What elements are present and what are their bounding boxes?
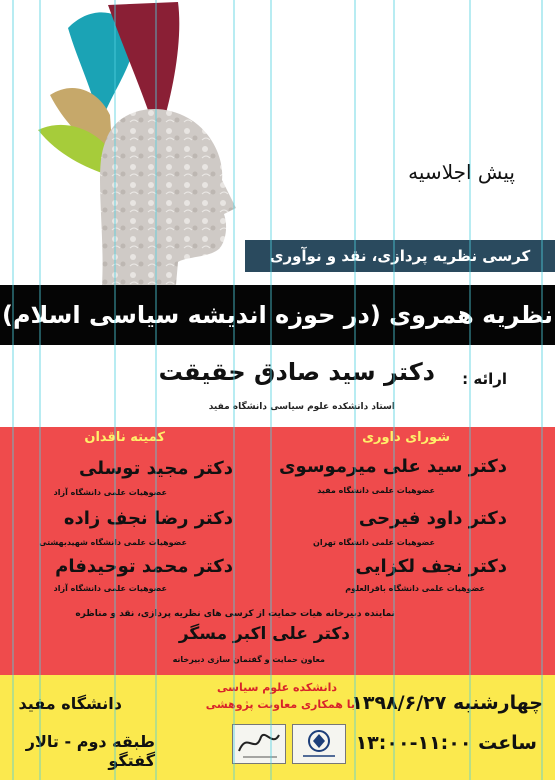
pre-conference-label: پیش اجلاسیه xyxy=(408,160,515,184)
presenter-label: ارائه : xyxy=(462,370,507,388)
judge-name: دکتر سید علی میرموسوی xyxy=(279,456,507,477)
presenter-affiliation: استاد دانشکده علوم سیاسی دانشگاه مفید xyxy=(208,402,395,412)
representative-name: دکتر علی اکبر مسگر xyxy=(178,624,350,644)
cooperation: با همکاری معاونت پژوهشی xyxy=(205,698,355,711)
university-emblem-logo xyxy=(292,724,346,764)
event-date: چهارشنبه ۱۳۹۸/۶/۲۷ xyxy=(351,692,543,714)
critic-name: دکتر محمد توحیدفام xyxy=(55,556,233,577)
head-artwork xyxy=(38,0,238,285)
representative-intro: نماینده دبیرخانه هیات حمایت از کرسی های نظریه پردازی، نقد و مناظره xyxy=(75,609,395,619)
series-band: کرسی نظریه پردازی، نقد و نوآوری xyxy=(245,240,555,272)
university-name: دانشگاه مفید xyxy=(18,694,122,713)
critic-affiliation: عضوهیات علمی دانشگاه آزاد xyxy=(53,488,167,497)
judge-affiliation: عضوهیات علمی دانشگاه تهران xyxy=(313,538,435,547)
judge-affiliation: عضوهیات علمی دانشگاه باقرالعلوم xyxy=(345,584,485,593)
judges-heading: شورای داوری xyxy=(362,430,450,445)
presenter-name: دکتر سید صادق حقیقت xyxy=(158,358,435,386)
head-silhouette xyxy=(100,109,236,285)
event-time: ساعت ۱۱:۰۰-۱۳:۰۰ xyxy=(355,732,537,754)
title-band: نظریه همروی (در حوزه اندیشه سیاسی اسلام) xyxy=(0,285,555,345)
judge-name: دکتر نجف لکزایی xyxy=(355,556,507,577)
judge-name: دکتر داود فیرحی xyxy=(358,508,507,529)
organizer: دانشکده علوم سیاسی xyxy=(217,681,337,694)
critic-affiliation: عضوهیات علمی دانشگاه آزاد xyxy=(53,584,167,593)
critics-heading: کمیته ناقدان xyxy=(84,430,165,445)
representative-role: معاون حمایت و گفتمان سازی دبیرخانه xyxy=(172,655,325,664)
judge-affiliation: عضوهیات علمی دانشگاه مفید xyxy=(317,486,435,495)
calligraphy-logo xyxy=(232,724,286,764)
critic-name: دکتر رضا نجف زاده xyxy=(63,508,233,529)
critic-affiliation: عضوهیات علمی دانشگاه شهیدبهشتی xyxy=(39,538,187,547)
critic-name: دکتر مجید توسلی xyxy=(79,458,233,479)
venue: طبقه دوم - تالار گفتگو xyxy=(25,732,155,770)
